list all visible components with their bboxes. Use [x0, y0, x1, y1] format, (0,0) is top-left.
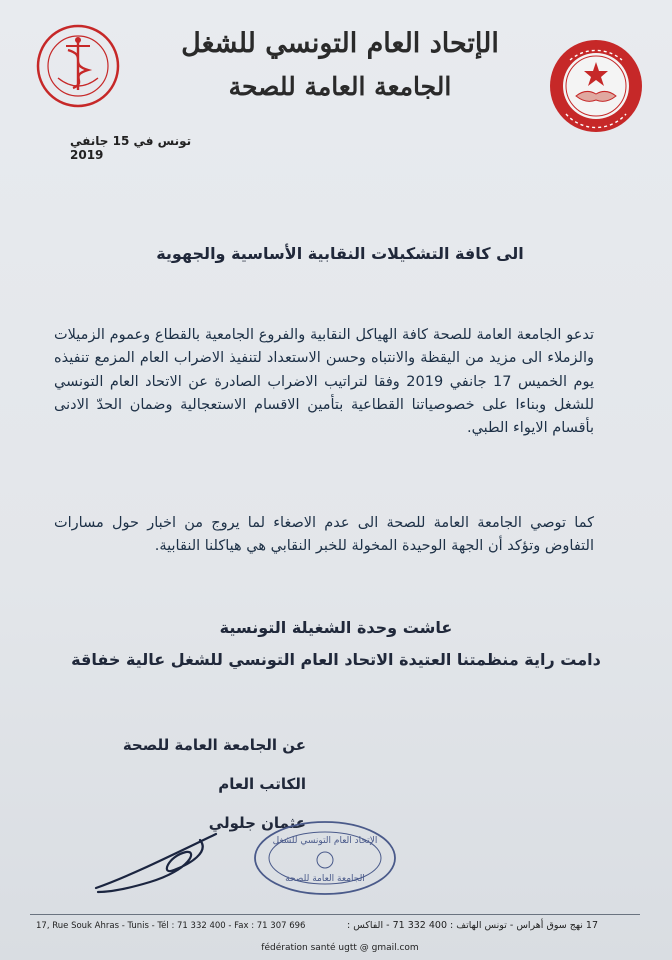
footer-address-fr: 17, Rue Souk Ahras - Tunis - Tél : 71 332 400 - Fax : 71 307 696 — [36, 921, 306, 931]
footer-email: fédération santé ugtt @ gmail.com — [261, 943, 419, 953]
addressee: الى كافة التشكيلات النقابية الأساسية والجهوية — [156, 244, 524, 263]
signatory-name: عثمان جلولي — [208, 814, 306, 832]
handwritten-signature — [90, 826, 240, 898]
footer-address-ar: 17 نهج سوق أهراس - تونس الهاتف : 400 332 71 - الفاكس : — [347, 920, 598, 931]
official-stamp — [250, 818, 400, 898]
federation-name: الجامعة العامة للصحة — [228, 72, 452, 101]
letter-date: تونس في 15 جانفي 2019 — [70, 134, 192, 162]
organization-name: الإتحاد العام التونسي للشغل — [181, 28, 499, 59]
signatory-title: الكاتب العام — [218, 775, 306, 793]
federation-logo — [28, 20, 140, 112]
stamp-bottom-text: الجامعة العامة للصحة — [285, 874, 365, 884]
paragraph-negotiations: كما توصي الجامعة العامة للصحة الى عدم الاصغاء لما يروج من اخبار حول مسارات التفاوض وتؤكد أن الجهة الوحيدة المخولة للخبر النقابي هي هياكلنا النقابية. — [54, 515, 594, 555]
stamp-top-text: الإتحاد العام التونسي للشغل — [272, 836, 378, 846]
slogan-unity: عاشت وحدة الشغيلة التونسية — [219, 618, 453, 637]
paragraph-strike-call: تدعو الجامعة العامة للصحة كافة الهياكل النقابية والفروع الجامعية بالقطاع وعموم الزميلات والزملاء الى مزيد من اليقظة والانتباه وحسن الاستعداد لتنفيذ الاضراب العام المزمع تنفيذه يوم الخميس 17 جانفي 2019 وفقا لتراتيب الاضراب الصادرة عن الاتحاد العام التونسي للشغل وبناءا على خصوصياتنا القطاعية بتأمين الاقسام الاستعجالية وضمان الحدّ الادنى بأقسام الايواء الطبي. — [54, 327, 594, 437]
slogan-organization: دامت راية منظمتنا العتيدة الاتحاد العام التونسي للشغل عالية خفاقة — [71, 650, 601, 669]
ugtt-logo — [540, 34, 652, 138]
signatory-org: عن الجامعة العامة للصحة — [122, 736, 306, 754]
footer-divider — [30, 914, 640, 915]
